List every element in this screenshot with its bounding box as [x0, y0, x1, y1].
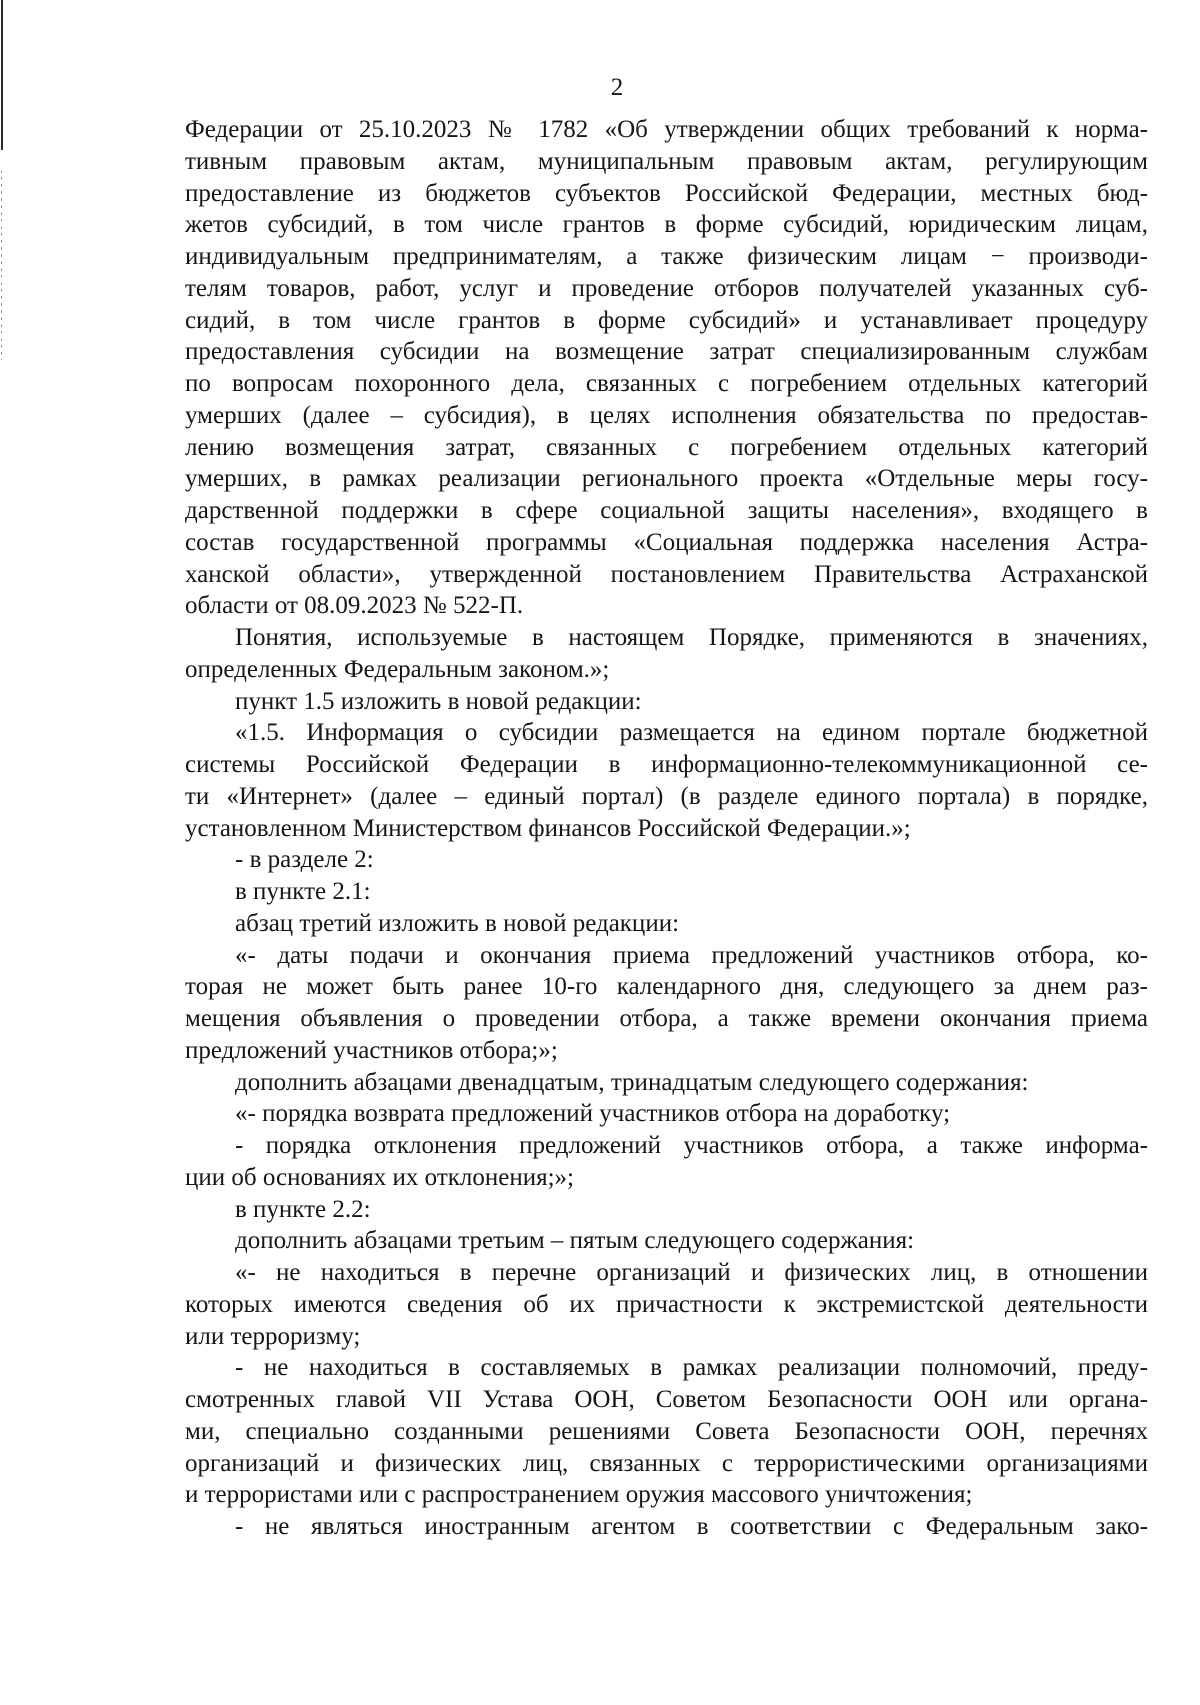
- text-line: установленном Министерством финансов Российской Федерации.»;: [185, 814, 911, 842]
- text-line: сидий, в том числе грантов в форме субсидий» и устанавливает процедуру: [185, 306, 1148, 334]
- text-line: и террористами или с распространением оружия массового уничтожения;: [185, 1481, 973, 1509]
- paragraph: [185, 686, 1148, 718]
- paragraph: [185, 622, 1148, 686]
- text-line: - не находиться в составляемых в рамках реализации полномочий, преду-: [235, 1354, 1148, 1382]
- text-line: организаций и физических лиц, связанных с террористическими организациями: [185, 1449, 1148, 1477]
- text-line: или терроризму;: [185, 1322, 361, 1350]
- text-line: умерших, в рамках реализации регионального проекта «Отдельные меры госу-: [185, 465, 1148, 493]
- text-line: - в разделе 2:: [235, 846, 374, 874]
- text-line: мещения объявления о проведении отбора, а также времени окончания приема: [185, 1005, 1148, 1032]
- text-line: ми, специально созданными решениями Совета Безопасности ООН, перечнях: [185, 1417, 1148, 1445]
- text-line: в пункте 2.1:: [235, 878, 371, 905]
- text-line: Понятия, используемые в настоящем Порядке, применяются в значениях,: [235, 624, 1148, 651]
- text-line: жетов субсидий, в том числе грантов в форме субсидий, юридическим лицам,: [185, 211, 1148, 239]
- text-line: предоставление из бюджетов субъектов Российской Федерации, местных бюд-: [185, 179, 1148, 207]
- text-line: пункт 1.5 изложить в новой редакции:: [235, 687, 642, 715]
- text-line: «1.5. Информация о субсидии размещается на едином портале бюджетной: [235, 719, 1148, 747]
- text-line: - не являться иностранным агентом в соответствии с Федеральным зако-: [235, 1513, 1148, 1540]
- text-line: тивным правовым актам, муниципальным правовым актам, регулирующим: [185, 147, 1148, 175]
- paragraph: [185, 940, 1148, 1067]
- paragraph: [185, 908, 1148, 940]
- paragraph: [185, 844, 1148, 876]
- text-line: - порядка отклонения предложений участников отбора, а также информа-: [235, 1132, 1148, 1159]
- paragraph: [185, 1352, 1148, 1511]
- text-line: умерших (далее – субсидия), в целях исполнения обязательства по предостав-: [185, 401, 1148, 429]
- text-line: «- порядка возврата предложений участников отбора на доработку;: [235, 1100, 951, 1128]
- text-line: ти «Интернет» (далее – единый портал) (в разделе единого портала) в порядке,: [185, 782, 1148, 810]
- text-line: индивидуальным предпринимателям, а также физическим лицам − производи-: [185, 243, 1148, 270]
- text-line: системы Российской Федерации в информационно-телекоммуникационной се-: [185, 751, 1148, 778]
- text-line: в пункте 2.2:: [235, 1195, 371, 1223]
- document-body: [185, 114, 1148, 1543]
- text-line: дополнить абзацами двенадцатым, тринадцатым следующего содержания:: [235, 1068, 1029, 1096]
- paragraph: [185, 1257, 1148, 1352]
- text-line: «- не находиться в перечне организаций и физических лиц, в отношении: [235, 1259, 1148, 1286]
- paragraph: [185, 876, 1148, 908]
- text-line: лению возмещения затрат, связанных с погребением отдельных категорий: [185, 433, 1148, 461]
- text-line: абзац третий изложить в новой редакции:: [235, 909, 680, 937]
- text-line: ханской области», утвержденной постановлением Правительства Астраханской: [185, 560, 1148, 588]
- text-line: ции об основаниях их отклонения;»;: [185, 1163, 575, 1191]
- scan-edge-mark: [1, 0, 3, 150]
- page-number: 2: [610, 74, 624, 101]
- paragraph: [185, 114, 1148, 622]
- text-line: торая не может быть ранее 10-го календарного дня, следующего за днем раз-: [185, 973, 1148, 1001]
- paragraph: [185, 1225, 1148, 1257]
- text-line: телям товаров, работ, услуг и проведение отборов получателей указанных суб-: [185, 274, 1148, 302]
- text-line: определенных Федеральным законом.»;: [185, 655, 610, 683]
- text-line: которых имеются сведения об их причастности к экстремистской деятельности: [185, 1290, 1148, 1318]
- text-line: предоставления субсидии на возмещение затрат специализированным службам: [185, 338, 1148, 366]
- paragraph: [185, 1511, 1148, 1543]
- text-line: Федерации от 25.10.2023 № 1782 «Об утверждении общих требований к норма-: [185, 116, 1148, 143]
- text-line: предложений участников отбора;»;: [185, 1036, 558, 1064]
- scan-edge-mark: [1, 170, 2, 360]
- text-line: состав государственной программы «Социальная поддержка населения Астра-: [185, 528, 1148, 556]
- paragraph: [185, 1194, 1148, 1226]
- paragraph: [185, 1130, 1148, 1194]
- text-line: дополнить абзацами третьим – пятым следующего содержания:: [235, 1227, 915, 1255]
- paragraph: [185, 1067, 1148, 1099]
- paragraph: [185, 717, 1148, 844]
- text-line: смотренных главой VII Устава ООН, Советом Безопасности ООН или органа-: [185, 1386, 1148, 1413]
- paragraph: [185, 1098, 1148, 1130]
- text-line: области от 08.09.2023 № 522-П.: [185, 592, 524, 620]
- text-line: дарственной поддержки в сфере социальной защиты населения», входящего в: [185, 497, 1148, 524]
- text-line: «- даты подачи и окончания приема предложений участников отбора, ко-: [235, 941, 1148, 969]
- text-line: по вопросам похоронного дела, связанных с погребением отдельных категорий: [185, 370, 1148, 397]
